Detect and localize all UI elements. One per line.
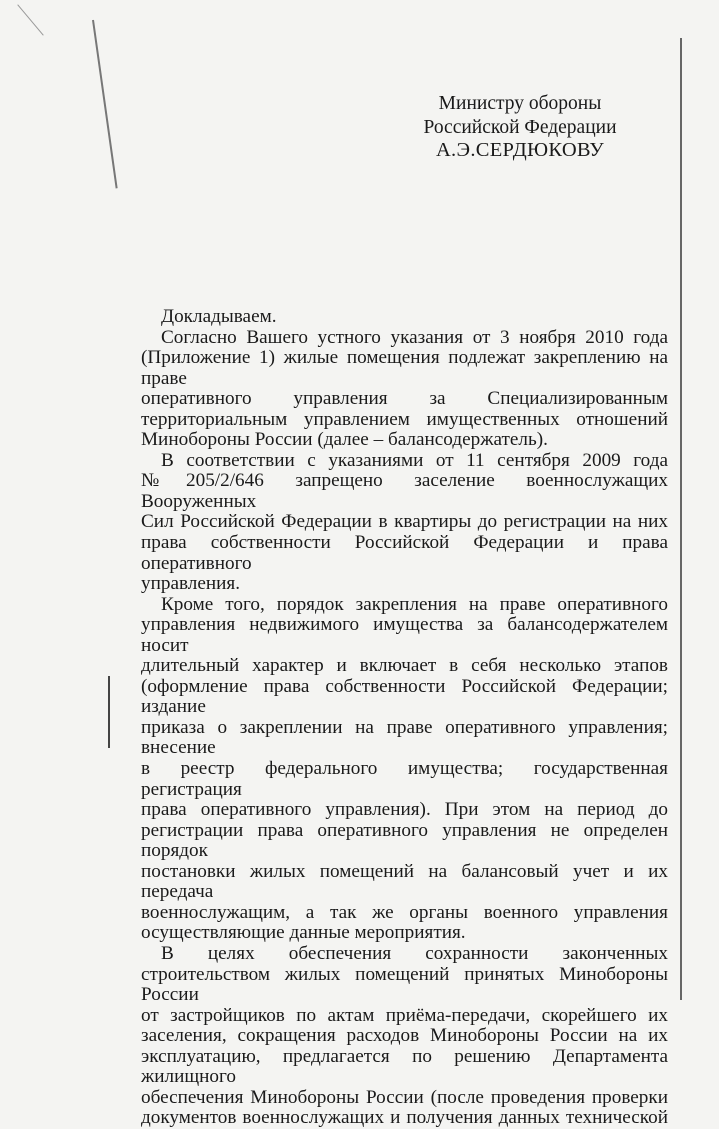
text-line: В соответствии с указаниями от 11 сентября 2009 года [161, 449, 668, 471]
text-line: заселения, сокращения расходов Минобороны России на их [141, 1025, 668, 1047]
margin-bracket-mark [108, 676, 110, 748]
text-line: В целях обеспечения сохранности законченных [161, 942, 668, 964]
text-line: Минобороны России (далее – балансодержатель). [141, 429, 548, 451]
text-line: территориальным управлением имущественных отношений [141, 408, 668, 430]
text-line: (оформление права собственности Российской Федерации; издание [141, 675, 668, 718]
addressee-block [400, 92, 640, 163]
text-line: управления недвижимого имущества за балансодержателем носит [141, 614, 668, 656]
text-line: документов военнослужащих и получения данных технической [141, 1107, 668, 1129]
text-line: осуществляющие данные мероприятия. [141, 922, 466, 944]
addressee-line1: Министру обороны [438, 93, 602, 114]
text-line: оперативного управления за Специализированным [141, 388, 668, 410]
text-line: постановки жилых помещений на балансовый учет и их передача [141, 860, 668, 903]
scan-edge-right [680, 38, 682, 1000]
text-line: управления. [141, 573, 241, 595]
scan-mark-left [92, 20, 117, 189]
text-line: строительством жилых помещений принятых Минобороны России [141, 963, 668, 1006]
addressee-line2: Российской Федерации [423, 116, 617, 138]
text-line: права оперативного управления). При этом на период до [141, 799, 668, 821]
text-line: Согласно Вашего устного указания от 3 ноября 2010 года [161, 326, 668, 348]
addressee-name: А.Э.СЕРДЮКОВУ [435, 139, 605, 161]
text-line: приказа о закреплении на праве оперативного управления; внесение [141, 716, 668, 759]
text-line: длительный характер и включает в себя несколько этапов [141, 655, 668, 677]
text-line: Сил Российской Федерации в квартиры до регистрации на них [141, 511, 668, 533]
text-line: Докладываем. [161, 306, 277, 327]
text-line: регистрации права оперативного управления не определен порядок [141, 819, 668, 862]
text-line: обеспечения Минобороны России (после проведения проверки [141, 1086, 668, 1108]
letter-body [141, 307, 668, 1129]
text-line: Кроме того, порядок закрепления на праве оперативного [161, 593, 668, 615]
text-line: в реестр федерального имущества; государственная регистрация [141, 758, 668, 800]
scan-mark-corner [17, 4, 43, 35]
text-line: права собственности Российской Федерации и права оперативного [141, 532, 668, 574]
text-line: (Приложение 1) жилые помещения подлежат закреплению на праве [141, 347, 668, 389]
text-line: №205/2/646 запрещено заселение военнослужащих Вооруженных [141, 470, 668, 512]
text-line: от застройщиков по актам приёма-передачи, скорейшего их [141, 1004, 668, 1026]
text-line: эксплуатацию, предлагается по решению Департамента жилищного [141, 1045, 668, 1088]
text-line: военнослужащим, а так же органы военного управления [141, 901, 668, 923]
